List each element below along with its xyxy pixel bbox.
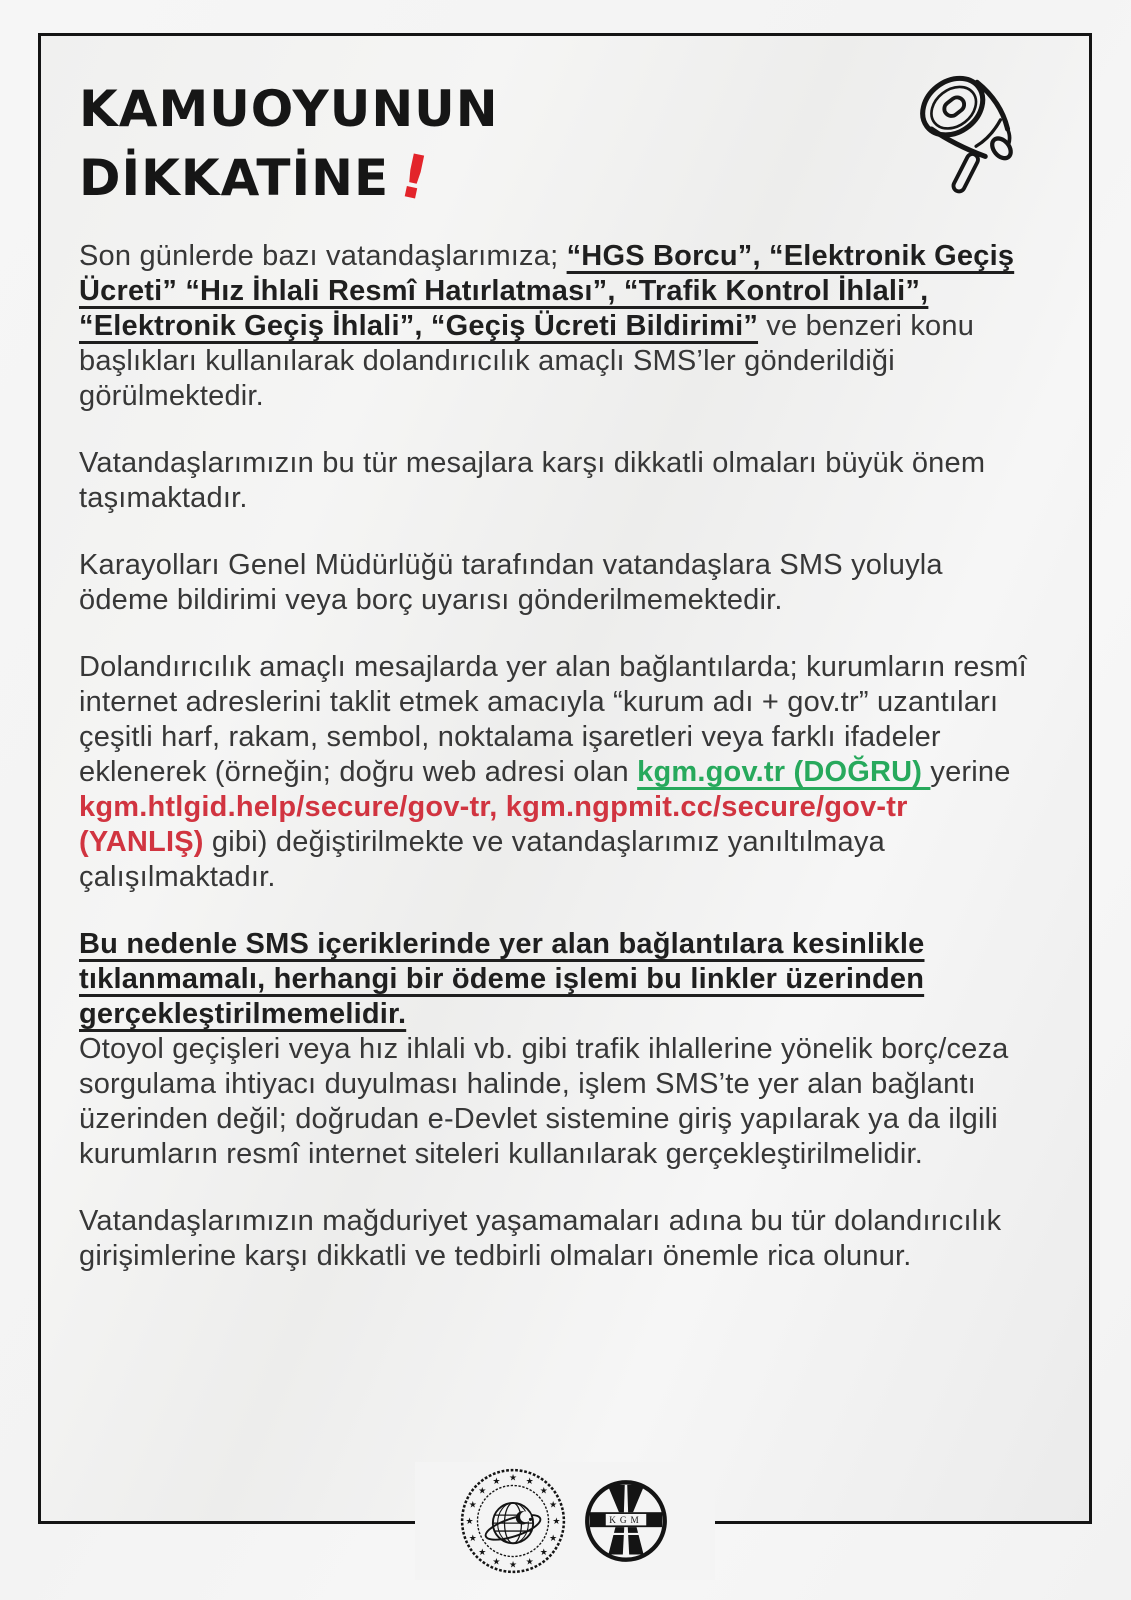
kgm-highways-logo — [582, 1477, 670, 1565]
announcement-card — [38, 33, 1092, 1524]
announcement-body — [79, 239, 1029, 1274]
title-exclamation: ! — [393, 140, 436, 216]
footer-logos — [415, 1462, 715, 1580]
svg-text:★: ★ — [492, 1557, 501, 1568]
text-segment-bold-underline: “HGS Borcu”, “Elektronik Geçiş Ücreti” “Hız İhlali Resmî Hatırlatması”, “Trafik Kontrol İhlali”, “Elektronik Geçiş İhlali”, “Geçiş Ücreti Bildirimi” — [79, 240, 1015, 342]
svg-text:★: ★ — [478, 1486, 487, 1497]
svg-text:★: ★ — [478, 1547, 487, 1558]
page-title — [79, 76, 1051, 216]
text-segment-plain: Vatandaşlarımızın mağduriyet yaşamamaları adına bu tür dolandırıcılık girişimlerine karşı dikkatli ve tedbirli olmaları önemle rica olunur. — [79, 1205, 1002, 1272]
paragraph-fraud-links — [79, 650, 1029, 895]
svg-text:★: ★ — [468, 1533, 477, 1544]
svg-text:★: ★ — [492, 1477, 501, 1488]
title-line1: KAMUOYUNUN — [79, 80, 499, 138]
text-segment-plain: Karayolları Genel Müdürlüğü tarafından vatandaşlara SMS yoluyla ödeme bildirimi veya borç uyarısı gönderilmemektedir. — [79, 549, 943, 616]
paragraph-be-careful — [79, 446, 1029, 516]
text-segment-red-bold: kgm.htlgid.help/secure/gov-tr, kgm.ngpmit.cc/secure/gov-tr (YANLIŞ) — [79, 791, 908, 858]
paragraph-closing — [79, 1204, 1029, 1274]
svg-text:★: ★ — [525, 1557, 534, 1568]
text-segment-plain: gibi) değiştirilmekte ve vatandaşlarımız yanıltılmaya çalışılmaktadır. — [79, 826, 885, 893]
ministry-of-transport-seal — [460, 1468, 566, 1574]
text-segment-plain: yerine — [930, 756, 1011, 788]
paragraph-do-not-click — [79, 927, 1029, 1032]
title-line2: DİKKATİNE — [79, 149, 390, 207]
svg-text:★: ★ — [508, 1560, 518, 1571]
svg-text:★: ★ — [508, 1473, 518, 1484]
svg-text:★: ★ — [539, 1547, 548, 1558]
svg-text:★: ★ — [468, 1500, 477, 1511]
svg-text:★: ★ — [465, 1517, 474, 1528]
text-segment-plain: Dolandırıcılık amaçlı mesajlarda yer alan bağlantılarda; kurumların resmî internet adreslerini taklit etmek amacıyla “kurum adı + gov.tr” uzantıları çeşitli harf, rakam, sembol, noktalama işaretleri veya farklı ifadeler eklenerek (örneğin; doğru web adresi olan — [79, 651, 1027, 788]
svg-text:★: ★ — [525, 1477, 534, 1488]
text-segment-green-underline: kgm.gov.tr (DOĞRU) — [637, 756, 931, 788]
paragraph-edevlet-advice — [79, 1032, 1029, 1172]
text-segment-plain: Vatandaşlarımızın bu tür mesajlara karşı dikkatli olmaları büyük önem taşımaktadır. — [79, 447, 986, 514]
megaphone-icon — [915, 62, 1029, 194]
svg-text:★: ★ — [539, 1486, 548, 1497]
svg-text:★: ★ — [549, 1500, 558, 1511]
text-segment-plain: Otoyol geçişleri veya hız ihlali vb. gibi trafik ihlallerine yönelik borç/ceza sorgulama ihtiyacı duyulması halinde, işlem SMS’te yer alan bağlantı üzerinden değil; doğrudan e-Devlet sistemine giriş yapılarak ya da ilgili kurumların resmî internet siteleri kullanılarak gerçekleştirilmelidir. — [79, 1033, 1009, 1170]
text-segment-bold-underline: Bu nedenle SMS içeriklerinde yer alan bağlantılara kesinlikle tıklanmamalı, herhangi bir ödeme işlemi bu linkler üzerinden gerçekleştirilmemelidir. — [79, 928, 925, 1030]
paragraph-intro — [79, 239, 1029, 414]
kgm-monogram: KGM — [609, 1515, 643, 1526]
paragraph-kgm-statement — [79, 548, 1029, 618]
text-segment-plain: ve benzeri konu başlıkları kullanılarak dolandırıcılık amaçlı SMS’ler gönderildiği görülmektedir. — [79, 310, 975, 412]
svg-text:★: ★ — [552, 1517, 561, 1528]
text-segment-plain: Son günlerde bazı vatandaşlarımıza; — [79, 240, 567, 272]
svg-text:★: ★ — [549, 1533, 558, 1544]
